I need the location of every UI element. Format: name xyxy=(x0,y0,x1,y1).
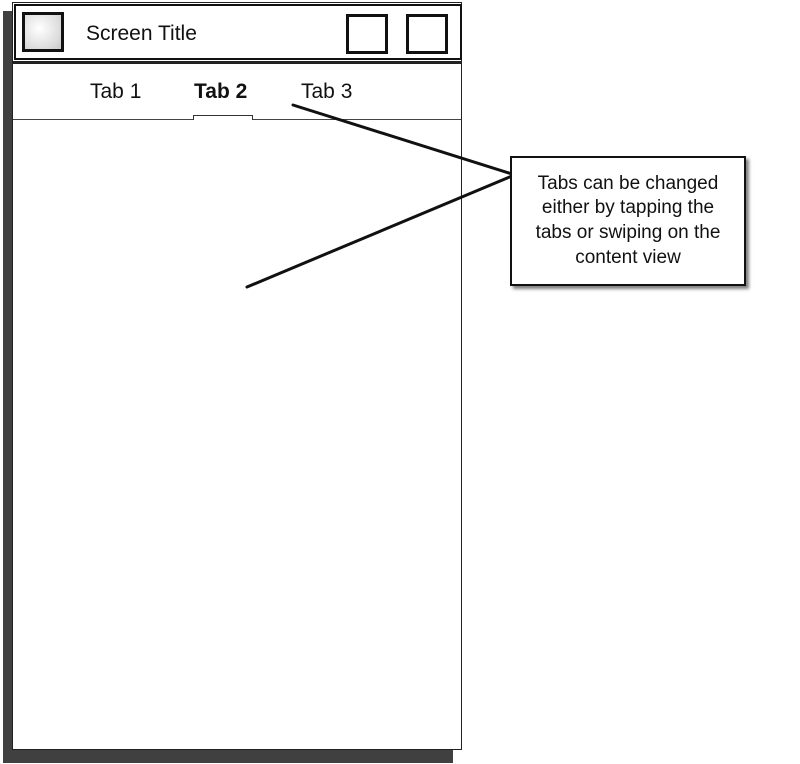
screen-title: Screen Title xyxy=(86,22,197,45)
device-frame xyxy=(12,2,462,750)
content-view[interactable] xyxy=(13,120,461,750)
tab-1[interactable]: Tab 1 xyxy=(90,80,142,103)
title-bar xyxy=(14,4,462,60)
action-button-2[interactable] xyxy=(406,14,448,54)
annotation-text: Tabs can be changed either by tapping the tabs or swiping on the content view xyxy=(535,172,721,268)
tab-bar xyxy=(13,64,461,120)
app-icon[interactable] xyxy=(22,12,64,52)
tab-2[interactable]: Tab 2 xyxy=(194,80,248,103)
tab-3[interactable]: Tab 3 xyxy=(301,80,353,103)
annotation-callout xyxy=(510,156,746,286)
action-button-1[interactable] xyxy=(346,14,388,54)
